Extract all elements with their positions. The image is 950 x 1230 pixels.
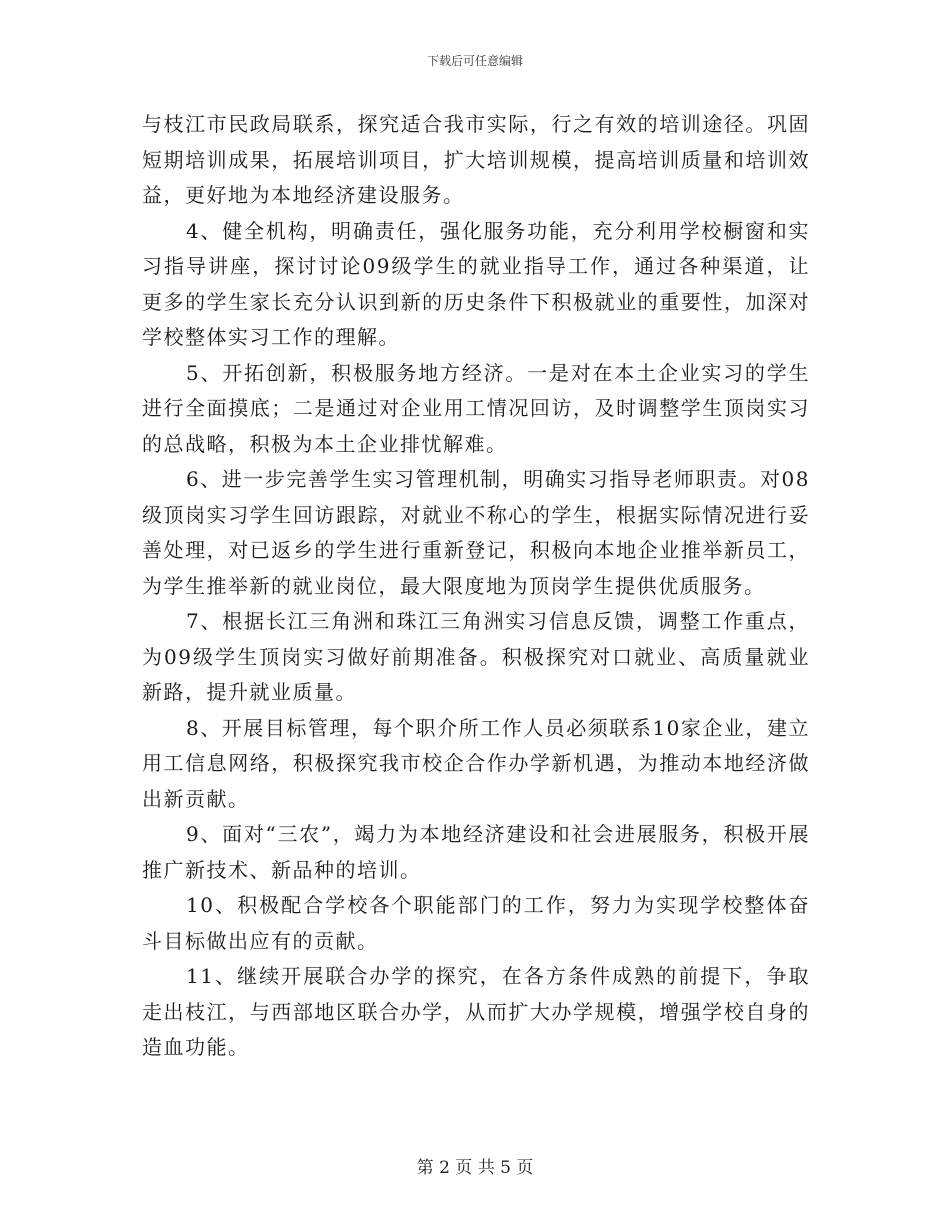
paragraph-item-8: 8、开展目标管理，每个职介所工作人员必须联系10家企业，建立用工信息网络，积极探究我市校企合作办学新机遇，为推动本地经济做出新贡献。 (142, 715, 810, 811)
paragraph-continuation: 与枝江市民政局联系，探究适合我市实际，行之有效的培训途径。巩固短期培训成果，拓展培训项目，扩大培训规模，提高培训质量和培训效益，更好地为本地经济建设服务。 (142, 112, 810, 207)
page-number-footer: 第 2 页 共 5 页 (416, 1158, 534, 1178)
paragraph-item-11: 11、继续开展联合办学的探究，在各方条件成熟的前提下，争取走出枝江，与西部地区联合办学，从而扩大办学规模，增强学校自身的造血功能。 (142, 964, 810, 1059)
paragraph-item-6: 6、进一步完善学生实习管理机制，明确实习指导老师职责。对08级顶岗实习学生回访跟踪，对就业不称心的学生，根据实际情况进行妥善处理，对已返乡的学生进行重新登记，积极向本地企业推举新员工，为学生推举新的就业岗位，最大限度地为顶岗学生提供优质服务。 (142, 467, 810, 598)
paragraph-item-9: 9、面对“三农”，竭力为本地经济建设和社会进展服务，积极开展推广新技术、新品种的培训。 (142, 822, 810, 882)
paragraph-item-10: 10、积极配合学校各个职能部门的工作，努力为实现学校整体奋斗目标做出应有的贡献。 (142, 893, 810, 953)
paragraph-item-7: 7、根据长江三角洲和珠江三角洲实习信息反馈，调整工作重点，为09级学生顶岗实习做好前期准备。积极探究对口就业、高质量就业新路，提升就业质量。 (142, 609, 810, 704)
document-body (142, 107, 810, 1066)
paragraph-item-4: 4、健全机构，明确责任，强化服务功能，充分利用学校橱窗和实习指导讲座，探讨讨论09级学生的就业指导工作，通过各种渠道，让更多的学生家长充分认识到新的历史条件下积极就业的重要性，加深对学校整体实习工作的理解。 (142, 218, 810, 349)
page-header: 下载后可任意编辑 (426, 54, 523, 68)
paragraph-item-5: 5、开拓创新，积极服务地方经济。一是对在本土企业实习的学生进行全面摸底；二是通过对企业用工情况回访，及时调整学生顶岗实习的总战略，积极为本土企业排忧解难。 (142, 360, 810, 456)
